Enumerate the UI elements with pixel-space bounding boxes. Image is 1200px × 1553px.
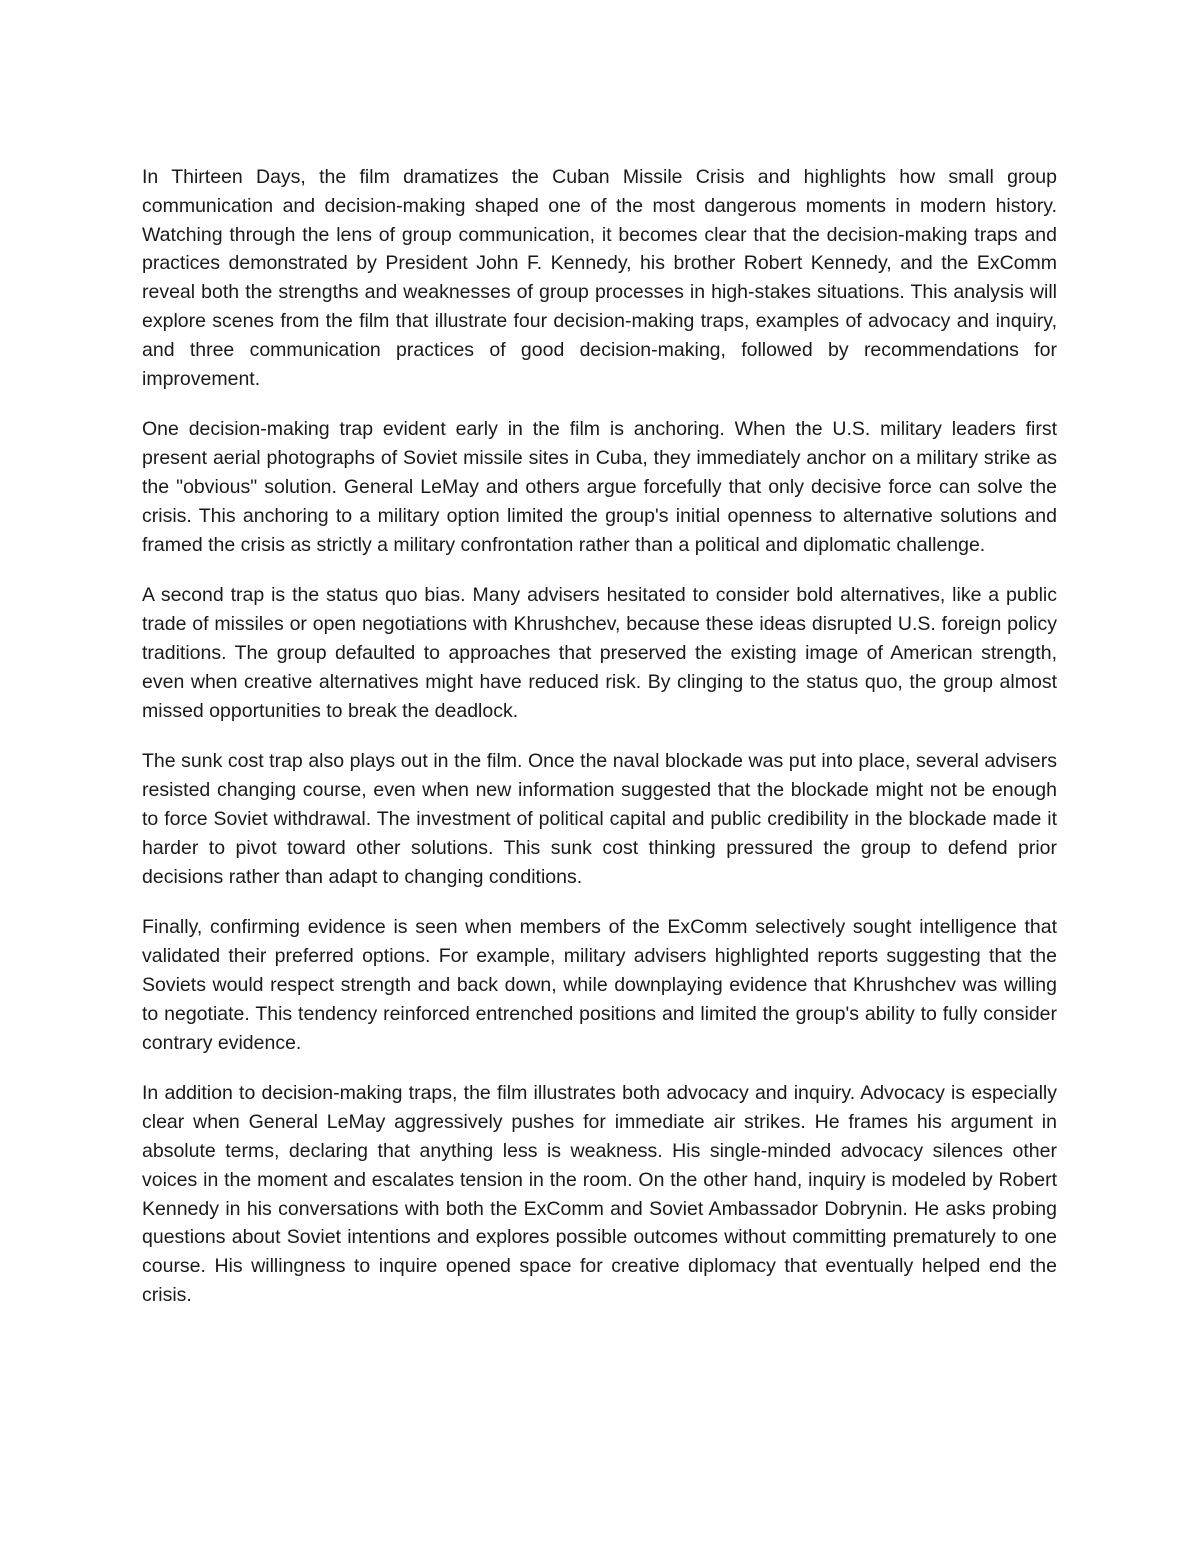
paragraph-confirming-evidence: Finally, confirming evidence is seen when members of the ExComm selectively sought intelligence that validated their preferred options. For example, military advisers highlighted reports suggesting that the Soviets would respect strength and back down, while downplaying evidence that Khrushchev was willing to negotiate. This tendency reinforced entrenched positions and limited the group's ability to fully consider contrary evidence. [142,916,1057,1054]
paragraph-advocacy-inquiry: In addition to decision-making traps, the film illustrates both advocacy and inquiry. Advocacy is especially clear when General LeMay aggressively pushes for immediate air strikes. He frames his argument in absolute terms, declaring that anything less is weakness. His single-minded advocacy silences other voices in the moment and escalates tension in the room. On the other hand, inquiry is modeled by Robert Kennedy in his conversations with both the ExComm and Soviet Ambassador Dobrynin. He asks probing questions about Soviet intentions and explores possible outcomes without committing prematurely to one course. His willingness to inquire opened space for creative diplomacy that eventually helped end the crisis. [142,1082,1057,1306]
paragraph-status-quo: A second trap is the status quo bias. Many advisers hesitated to consider bold alternatives, like a public trade of missiles or open negotiations with Khrushchev, because these ideas disrupted U.S. foreign policy traditions. The group defaulted to approaches that preserved the existing image of American strength, even when creative alternatives might have reduced risk. By clinging to the status quo, the group almost missed opportunities to break the deadlock. [142,584,1057,722]
paragraph-sunk-cost: The sunk cost trap also plays out in the film. Once the naval blockade was put into place, several advisers resisted changing course, even when new information suggested that the blockade might not be enough to force Soviet withdrawal. The investment of political capital and public credibility in the blockade made it harder to pivot toward other solutions. This sunk cost thinking pressured the group to defend prior decisions rather than adapt to changing conditions. [142,750,1057,888]
document-body [142,163,1057,1332]
paragraph-intro: In Thirteen Days, the film dramatizes the Cuban Missile Crisis and highlights how small group communication and decision-making shaped one of the most dangerous moments in modern history. Watching through the lens of group communication, it becomes clear that the decision-making traps and practices demonstrated by President John F. Kennedy, his brother Robert Kennedy, and the ExComm reveal both the strengths and weaknesses of group processes in high-stakes situations. This analysis will explore scenes from the film that illustrate four decision-making traps, examples of advocacy and inquiry, and three communication practices of good decision-making, followed by recommendations for improvement. [142,166,1057,390]
paragraph-anchoring: One decision-making trap evident early in the film is anchoring. When the U.S. military leaders first present aerial photographs of Soviet missile sites in Cuba, they immediately anchor on a military strike as the "obvious" solution. General LeMay and others argue forcefully that only decisive force can solve the crisis. This anchoring to a military option limited the group's initial openness to alternative solutions and framed the crisis as strictly a military confrontation rather than a political and diplomatic challenge. [142,418,1057,556]
